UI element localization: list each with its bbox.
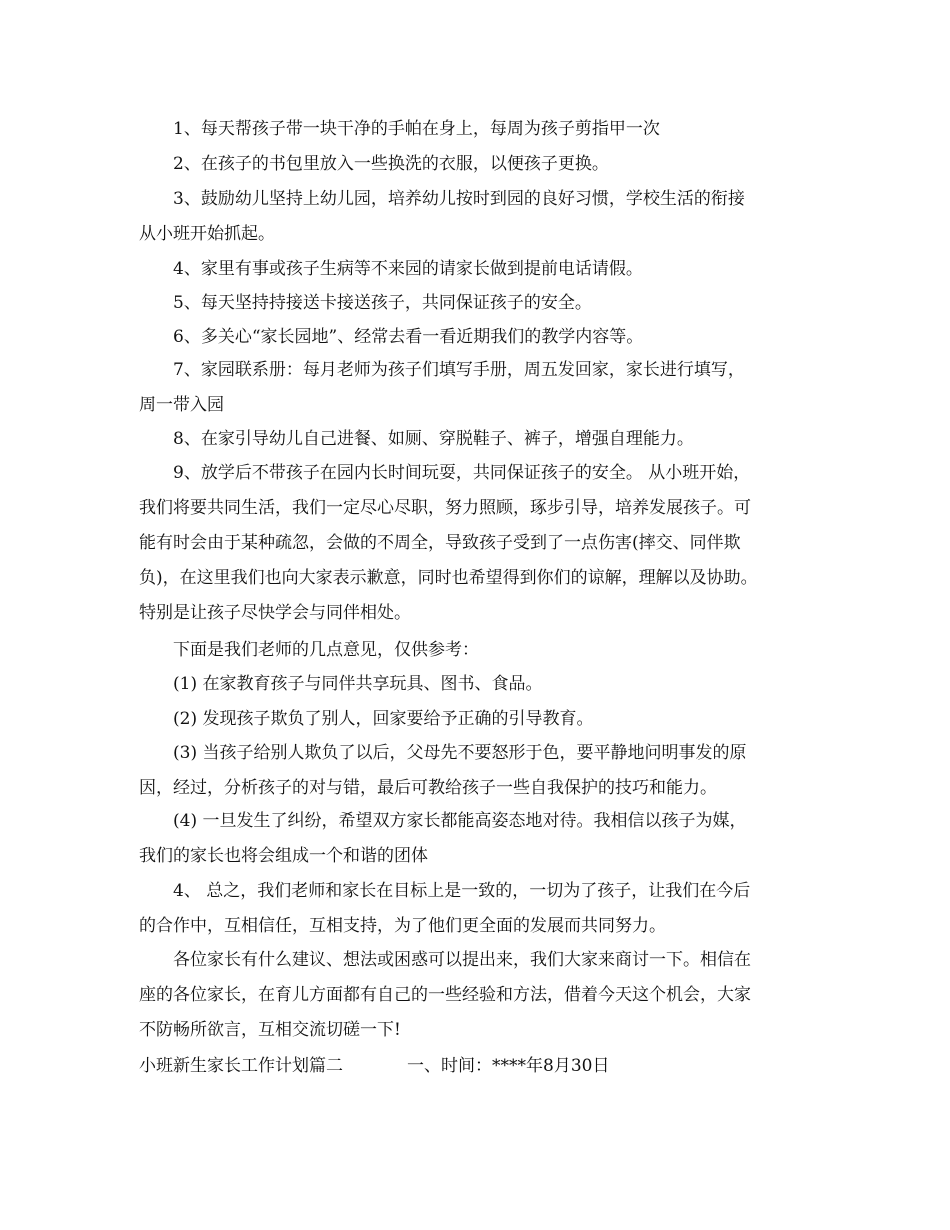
text-line: 特别是让孩子尽快学会与同伴相处。 <box>139 603 411 623</box>
text-line: 的合作中，互相信任，互相支持，为了他们更全面的发展而共同努力。 <box>139 916 666 936</box>
text-line: 各位家长有什么建议、想法或困惑可以提出来，我们大家来商讨一下。相信在 <box>173 950 751 970</box>
text-line: 我们将要共同生活，我们一定尽心尽职，努力照顾，琢步引导，培养发展孩子。可 <box>139 498 751 518</box>
paragraph-14 <box>139 804 829 874</box>
text-line: (1) 在家教育孩子与同伴共享玩具、图书、食品。 <box>173 674 543 694</box>
text-line: (4) 一旦发生了纠纷，希望双方家长都能高姿态地对待。我相信以孩子为媒， <box>173 811 747 831</box>
paragraph-7 <box>139 353 829 423</box>
paragraph-5 <box>139 286 829 321</box>
paragraph-4 <box>139 252 829 287</box>
paragraph-16 <box>139 943 829 1048</box>
text-line: 3、鼓励幼儿坚持上幼儿园，培养幼儿按时到园的良好习惯，学校生活的衔接 <box>173 189 745 209</box>
text-line: 7、家园联系册：每月老师为孩子们填写手册，周五发回家，家长进行填写， <box>173 360 745 380</box>
text-line: 从小班开始抓起。 <box>139 224 275 244</box>
date-line: 一、时间：****年8月30日 <box>407 1056 610 1076</box>
text-line: 5、每天坚持持接送卡接送孩子，共同保证孩子的安全。 <box>173 293 592 313</box>
text-line: 6、多关心“家长园地”、经常去看一看近期我们的教学内容等。 <box>173 327 644 347</box>
text-line: 周一带入园 <box>139 395 224 415</box>
text-line: 1、每天帮孩子带一块干净的手帕在身上，每周为孩子剪指甲一次 <box>173 119 660 139</box>
paragraph-11 <box>139 667 829 702</box>
text-line: 4、家里有事或孩子生病等不来园的请家长做到提前电话请假。 <box>173 259 643 279</box>
text-line: 下面是我们老师的几点意见，仅供参考： <box>173 640 479 660</box>
paragraph-12 <box>139 702 829 737</box>
text-line: 2、在孩子的书包里放入一些换洗的衣服，以便孩子更换。 <box>173 154 609 174</box>
text-line: 4、 总之，我们老师和家长在目标上是一致的，一切为了孩子，让我们在今后 <box>173 881 751 901</box>
text-line: 座的各位家长，在育儿方面都有自己的一些经验和方法，借着今天这个机会，大家 <box>139 985 751 1005</box>
paragraph-1 <box>139 112 829 147</box>
paragraph-3 <box>139 182 829 252</box>
paragraph-10 <box>139 633 829 668</box>
paragraph-6 <box>139 320 829 355</box>
paragraph-2 <box>139 147 829 182</box>
paragraph-15 <box>139 874 829 944</box>
text-line <box>139 1049 829 1084</box>
text-line: (2) 发现孩子欺负了别人，回家要给予正确的引导教育。 <box>173 709 594 729</box>
paragraph-8 <box>139 422 829 457</box>
text-line: 因，经过，分析孩子的对与错，最后可教给孩子一些自我保护的技巧和能力。 <box>139 778 717 798</box>
section-heading: 小班新生家长工作计划篇二 <box>139 1056 343 1076</box>
text-line: 9、放学后不带孩子在园内长时间玩耍，共同保证孩子的安全。 从小班开始， <box>173 463 751 483</box>
paragraph-9 <box>139 456 829 631</box>
text-line: 不防畅所欲言，互相交流切磋一下! <box>139 1020 401 1040</box>
text-line: 负)，在这里我们也向大家表示歉意，同时也希望得到你们的谅解，理解以及协助。 <box>139 568 758 588</box>
paragraph-13 <box>139 736 829 806</box>
text-line: 我们的家长也将会组成一个和谐的团体 <box>139 846 428 866</box>
text-line: (3) 当孩子给别人欺负了以后，父母先不要怒形于色，要平静地问明事发的原 <box>173 743 747 763</box>
text-line: 8、在家引导幼儿自己进餐、如厕、穿脱鞋子、裤子，增强自理能力。 <box>173 429 694 449</box>
paragraph-17 <box>139 1049 829 1084</box>
text-line: 能有时会由于某种疏忽，会做的不周全，导致孩子受到了一点伤害(摔交、同伴欺 <box>139 533 741 553</box>
